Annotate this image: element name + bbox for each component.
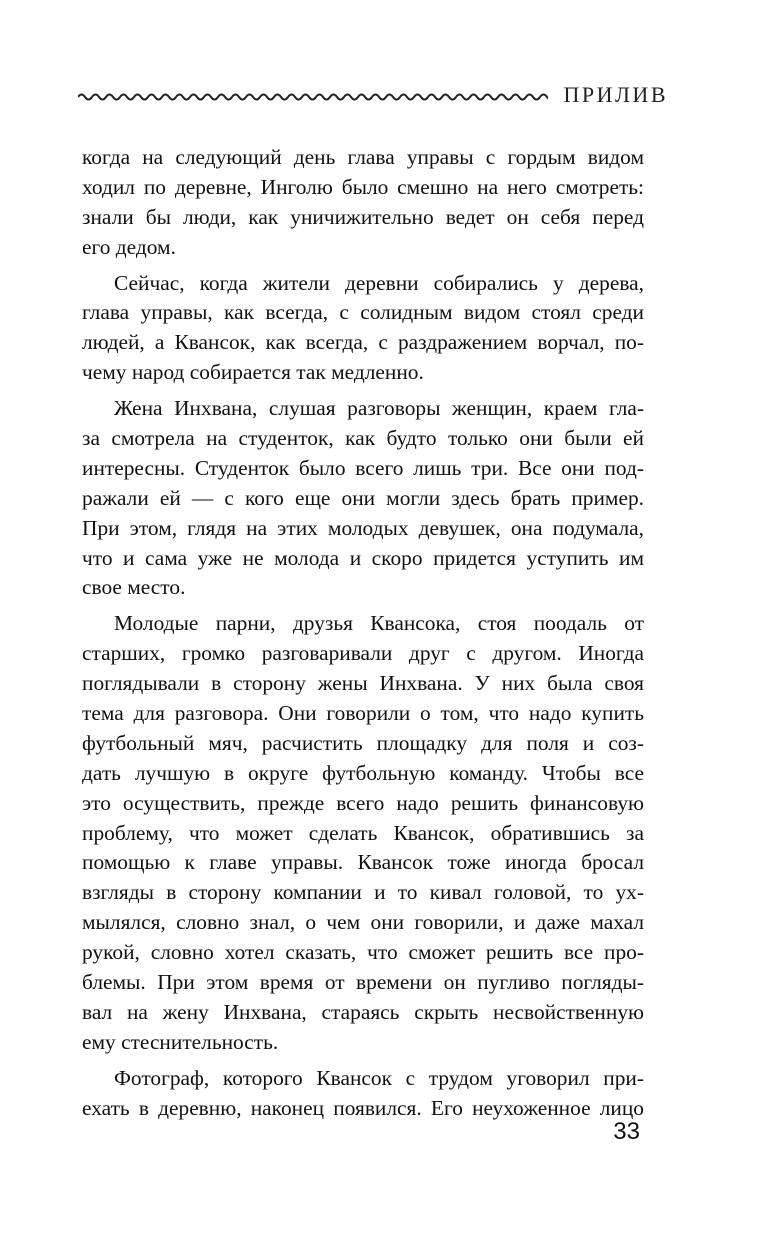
text-line: людей, а Квансок, как всегда, с раздражением ворчал, по- bbox=[82, 330, 644, 355]
text-line: интересны. Студенток было всего лишь три. Все они под- bbox=[82, 455, 644, 480]
paragraph bbox=[82, 1064, 644, 1124]
text-line: Фотограф, которого Квансок с трудом уговорил при- bbox=[114, 1065, 644, 1090]
running-title: ПРИЛИВ bbox=[563, 82, 668, 107]
text-line: дать лучшую в округе футбольную команду. Чтобы все bbox=[82, 760, 644, 785]
paragraph bbox=[82, 143, 644, 263]
text-line: Жена Инхвана, слушая разговоры женщин, краем гла- bbox=[114, 396, 644, 421]
text-line: блемы. При этом время от времени он пугливо погляды- bbox=[82, 970, 644, 995]
text-line: футбольный мяч, расчистить площадку для поля и соз- bbox=[82, 730, 644, 755]
text-line: При этом, глядя на этих молодых девушек, она подумала, bbox=[82, 515, 644, 540]
text-line: рукой, словно хотел сказать, что сможет решить все про- bbox=[82, 940, 644, 965]
text-line: когда на следующий день глава управы с гордым видом bbox=[82, 145, 644, 169]
text-line: его дедом. bbox=[82, 234, 176, 259]
text-line: это осуществить, прежде всего надо решить финансовую bbox=[82, 790, 644, 815]
text-line: Молодые парни, друзья Квансока, стоя поодаль от bbox=[114, 611, 644, 636]
text-line: за смотрела на студенток, как будто только они были ей bbox=[82, 426, 644, 451]
paragraph bbox=[82, 394, 644, 603]
text-line: проблему, что может сделать Квансок, обратившись за bbox=[82, 820, 644, 845]
text-line: свое место. bbox=[82, 575, 186, 600]
text-line: тема для разговора. Они говорили о том, что надо купить bbox=[82, 701, 644, 726]
text-line: ходил по деревне, Инголю было смешно на него смотреть: bbox=[82, 174, 644, 199]
text-line: чему народ собирается так медленно. bbox=[82, 360, 424, 385]
text-line: знали бы люди, как уничижительно ведет он себя перед bbox=[82, 204, 644, 229]
body-text bbox=[82, 143, 644, 1130]
page-number: 33 bbox=[613, 1118, 640, 1145]
running-header bbox=[78, 78, 668, 118]
text-line: ему стеснительность. bbox=[82, 1029, 279, 1054]
text-line: глава управы, как всегда, с солидным видом стоял среди bbox=[82, 300, 644, 325]
wave-ornament bbox=[78, 90, 548, 104]
text-line: ехать в деревню, наконец появился. Его неухоженное лицо bbox=[82, 1095, 644, 1120]
text-line: старших, громко разговаривали друг с другом. Иногда bbox=[82, 641, 644, 666]
text-line: мылялся, словно знал, о чем они говорили, и даже махал bbox=[82, 910, 644, 935]
text-line: ражали ей — с кого еще они могли здесь брать пример. bbox=[82, 485, 644, 510]
text-line: взгляды в сторону компании и то кивал головой, то ух- bbox=[82, 880, 644, 905]
text-line: поглядывали в сторону жены Инхвана. У них была своя bbox=[82, 671, 644, 696]
text-line: что и сама уже не молода и скоро придется уступить им bbox=[82, 545, 644, 570]
paragraph bbox=[82, 609, 644, 1057]
text-line: Сейчас, когда жители деревни собирались у дерева, bbox=[114, 270, 644, 295]
paragraph bbox=[82, 269, 644, 389]
text-line: помощью к главе управы. Квансок тоже иногда бросал bbox=[82, 850, 644, 875]
text-line: вал на жену Инхвана, стараясь скрыть несвойственную bbox=[82, 999, 644, 1024]
